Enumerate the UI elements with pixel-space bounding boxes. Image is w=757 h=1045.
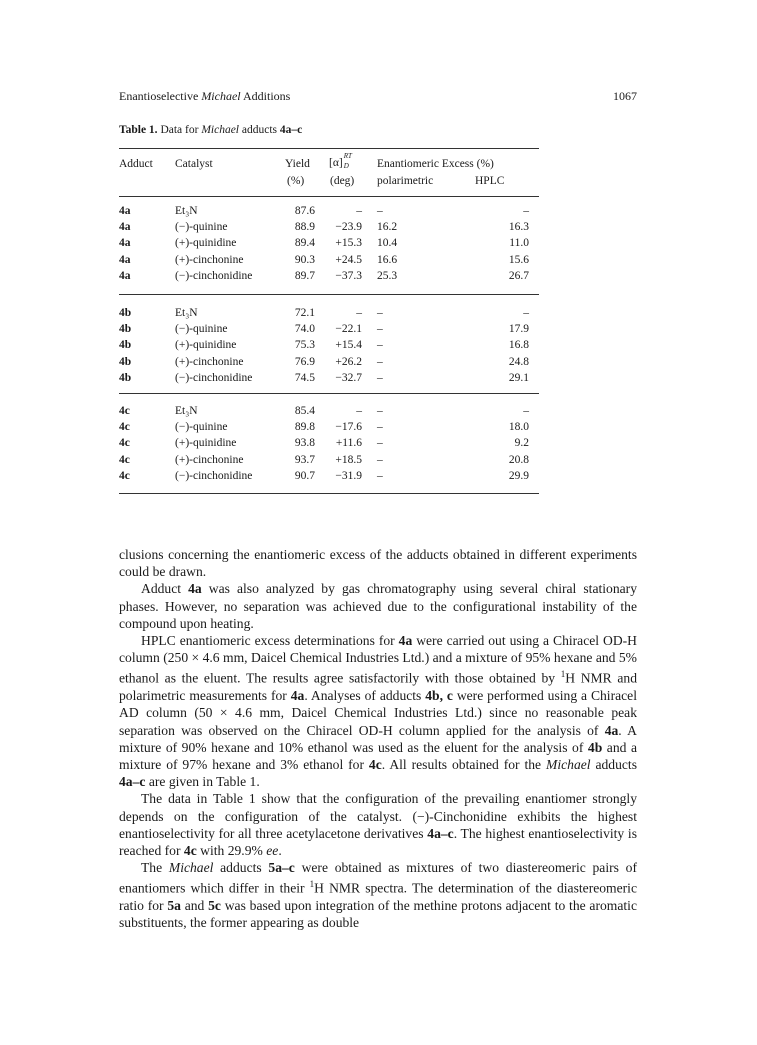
header-adduct: Adduct [119,158,153,170]
cell-yield: 74.0 [294,323,315,336]
cell-ee-polarimetric: – [377,421,383,434]
cell-ee-polarimetric: – [377,323,383,336]
cell-yield: 88.9 [294,221,315,234]
p3-text: . All results obtained for the [381,756,547,772]
cell-catalyst: (−)-cinchonidine [175,469,253,482]
p4-compound: 4c [183,842,197,858]
cell-adduct: 4c [119,469,130,482]
cell-rotation: +15.3 [335,237,362,250]
header-polarimetric: polarimetric [377,175,434,187]
p3-text: . A mixture of 90% hexane and 10% ethanol was used as the eluent for the analysis of [119,722,637,755]
p3-compound: 4a [604,722,619,738]
caption-text: Data for [160,124,202,136]
cell-ee-hplc: 26.7 [508,269,529,282]
table-caption [119,124,302,136]
p5-text: adducts [213,860,269,876]
alpha-symbol: [α] [329,157,343,169]
caption-italic: Michael [201,124,239,136]
p3-text: were performed using a Chiracel AD column (50 × 4.6 mm, Daicel Chemical Industries Ltd.) since no reasonable peak separation was observed on the Chiracel OD-H column applied for the analysis of [119,688,637,738]
p5-superscript: 1 [309,879,315,890]
p4-italic: ee [266,842,279,858]
cell-adduct: 4b [119,339,132,352]
cell-ee-polarimetric: – [377,355,383,368]
p4-text: The data in Table 1 show that the configuration of the prevailing enantiomer strongly depends on the configuration of the catalyst. (−)-Cinchonidine exhibits the highest enantioselectivity for all three acetylacetone derivatives [119,791,637,841]
p3-text: H NMR and polarimetric measurements for [119,670,637,704]
cell-adduct: 4c [119,437,130,450]
cell-ee-polarimetric: – [377,453,383,466]
running-title [119,89,290,104]
cell-adduct: 4b [119,307,132,319]
cell-yield: 89.7 [294,269,315,282]
cell-ee-hplc: 16.3 [508,221,529,234]
running-title-suffix: Additions [240,89,291,103]
p5-text: The [141,860,169,876]
p2-text-rest: was also analyzed by gas chromatography using several chiral stationary phases. However, no separation was achieved due to the configurational instability of the compound upon heating. [119,581,637,631]
body-text [119,546,637,932]
paragraph-5 [119,859,637,931]
p3-text: were carried out using a Chiracel OD-H column (250 × 4.6 mm, Daicel Chemical Industries Ltd.) and a mixture of 95% hexane and 5% ethanol as the eluent. The results agree satisfactorily with those obtained by [119,633,638,686]
cell-yield: 90.7 [294,469,315,482]
cell-ee-polarimetric: 25.3 [377,269,398,282]
cell-adduct: 4c [119,405,130,417]
cell-catalyst: (+)-cinchonine [175,355,244,368]
cell-rotation: −32.7 [335,371,362,384]
p5-compound: 5c [208,898,221,914]
cell-yield: 75.3 [294,339,315,352]
cell-yield: 76.9 [294,355,315,368]
cell-ee-hplc: 15.6 [508,253,529,266]
cell-catalyst: Et₃N [175,205,198,217]
cell-ee-polarimetric: – [377,205,383,217]
cell-yield: 85.4 [294,405,315,417]
page-number: 1067 [613,89,637,103]
cell-rotation: −23.9 [335,221,362,234]
alpha-scripts [343,152,355,170]
table-bottom-rule [119,493,539,494]
cell-adduct: 4a [119,269,131,282]
cell-catalyst: (+)-quinidine [175,237,237,250]
cell-adduct: 4c [119,453,130,466]
p4-text: . The highest enantioselectivity is reached for [119,825,637,858]
cell-yield: 72.1 [294,307,315,319]
header-ee: Enantiomeric Excess (%) [377,158,494,170]
p3-compound: 4b, c [425,688,453,704]
cell-ee-hplc: – [523,405,529,417]
cell-yield: 93.7 [294,453,315,466]
cell-rotation: −22.1 [335,323,362,336]
p5-text: was based upon integration of the methine protons adjacent to the aromatic substituents, the former appearing as double [119,898,637,931]
p3-superscript: 1 [560,669,566,680]
cell-ee-polarimetric: – [377,469,383,482]
cell-ee-hplc: 29.9 [508,469,529,482]
cell-adduct: 4b [119,371,132,384]
cell-adduct: 4a [119,205,131,217]
paragraph-4 [119,790,637,859]
p3-text: HPLC enantiomeric excess determinations for [141,633,399,649]
cell-ee-polarimetric: – [377,371,383,384]
p3-compound: 4a [290,688,305,704]
cell-ee-polarimetric: 10.4 [377,237,398,250]
p3-compound: 4b [587,739,603,755]
cell-rotation: +15.4 [335,339,362,352]
cell-yield: 93.8 [294,437,315,450]
cell-catalyst: (+)-quinidine [175,339,237,352]
cell-yield: 89.8 [294,421,315,434]
p3-text: adducts [590,756,637,772]
p3-text: . Analyses of adducts [304,688,426,704]
cell-ee-polarimetric: 16.2 [377,221,398,234]
running-title-italic: Michael [201,89,241,103]
cell-adduct: 4a [119,221,131,234]
header-catalyst: Catalyst [175,158,213,170]
cell-ee-polarimetric: – [377,437,383,450]
cell-adduct: 4c [119,421,130,434]
cell-adduct: 4a [119,237,131,250]
header-hplc: HPLC [475,175,505,187]
cell-ee-polarimetric: 16.6 [377,253,398,266]
p5-compound: 5a–c [268,860,295,876]
paragraph-2 [119,580,637,632]
cell-rotation: +11.6 [335,437,362,450]
cell-catalyst: (−)-quinine [175,323,228,336]
cell-catalyst: Et₃N [175,405,198,417]
p4-text: with 29.9% [196,842,267,858]
cell-ee-hplc: – [523,307,529,319]
cell-ee-hplc: 16.8 [508,339,529,352]
p5-compound: 5a [167,898,181,914]
cell-adduct: 4b [119,323,132,336]
cell-ee-polarimetric: – [377,339,383,352]
cell-rotation: – [356,405,362,417]
cell-rotation: +24.5 [335,253,362,266]
group-divider-rule [119,393,539,394]
p2-text: Adduct [141,581,189,597]
cell-rotation: +26.2 [335,355,362,368]
p3-compound: 4c [368,756,382,772]
p2-compound: 4a [188,581,202,597]
cell-rotation: −31.9 [335,469,362,482]
cell-rotation: −37.3 [335,269,362,282]
p5-italic: Michael [168,860,214,876]
cell-catalyst: (−)-quinine [175,421,228,434]
cell-yield: 74.5 [294,371,315,384]
cell-ee-hplc: 24.8 [508,355,529,368]
table-label: Table 1. [119,124,158,136]
cell-catalyst: (+)-cinchonine [175,453,244,466]
paragraph-1: clusions concerning the enantiomeric excess of the adducts obtained in different experiments could be drawn. [119,547,637,580]
cell-ee-polarimetric: – [377,307,383,319]
cell-adduct: 4b [119,355,132,368]
p3-text: and a mixture of 97% hexane and 3% ethanol for [119,739,637,772]
header-yield: Yield [285,158,310,170]
cell-ee-hplc: 18.0 [508,421,529,434]
caption-compounds: 4a–c [279,124,303,136]
cell-rotation: – [356,307,362,319]
cell-ee-polarimetric: – [377,405,383,417]
cell-catalyst: (−)-cinchonidine [175,371,253,384]
cell-ee-hplc: 11.0 [509,237,529,250]
header-alpha [329,152,355,170]
cell-adduct: 4a [119,253,131,266]
cell-ee-hplc: 29.1 [508,371,529,384]
cell-catalyst: (+)-quinidine [175,437,237,450]
paragraph-3 [119,632,637,790]
caption-text-mid: adducts [239,124,280,136]
header-yield-unit: (%) [287,175,305,187]
cell-catalyst: (+)-cinchonine [175,253,244,266]
cell-catalyst: (−)-quinine [175,221,228,234]
cell-ee-hplc: 17.9 [508,323,529,336]
header-rule [119,196,539,197]
p5-text: and [180,898,209,914]
p3-text: are given in Table 1. [145,774,260,790]
cell-rotation: −17.6 [335,421,362,434]
p3-compound: 4a [398,633,413,649]
p5-text: were obtained as mixtures of two diastereomeric pairs of enantiomers which differ in their [119,860,637,896]
p4-text: . [278,842,282,858]
cell-yield: 90.3 [294,253,315,266]
cell-yield: 87.6 [294,205,315,217]
p5-text: H NMR spectra. The determination of the diastereomeric ratio for [119,880,637,914]
p3-italic: Michael [546,756,591,772]
cell-catalyst: (−)-cinchonidine [175,269,253,282]
p3-compound: 4a–c [119,774,146,790]
header-alpha-unit: (deg) [330,175,355,187]
cell-rotation: +18.5 [335,453,362,466]
alpha-subscript: D [343,162,349,170]
cell-ee-hplc: – [523,205,529,217]
cell-yield: 89.4 [294,237,315,250]
running-title-prefix: Enantioselective [119,89,202,103]
cell-catalyst: Et₃N [175,307,198,319]
group-divider-rule [119,294,539,295]
cell-rotation: – [356,205,362,217]
cell-ee-hplc: 9.2 [514,437,529,450]
alpha-superscript: RT [343,152,352,160]
p4-compound: 4a–c [427,825,454,841]
cell-ee-hplc: 20.8 [508,453,529,466]
table-top-rule [119,148,539,149]
